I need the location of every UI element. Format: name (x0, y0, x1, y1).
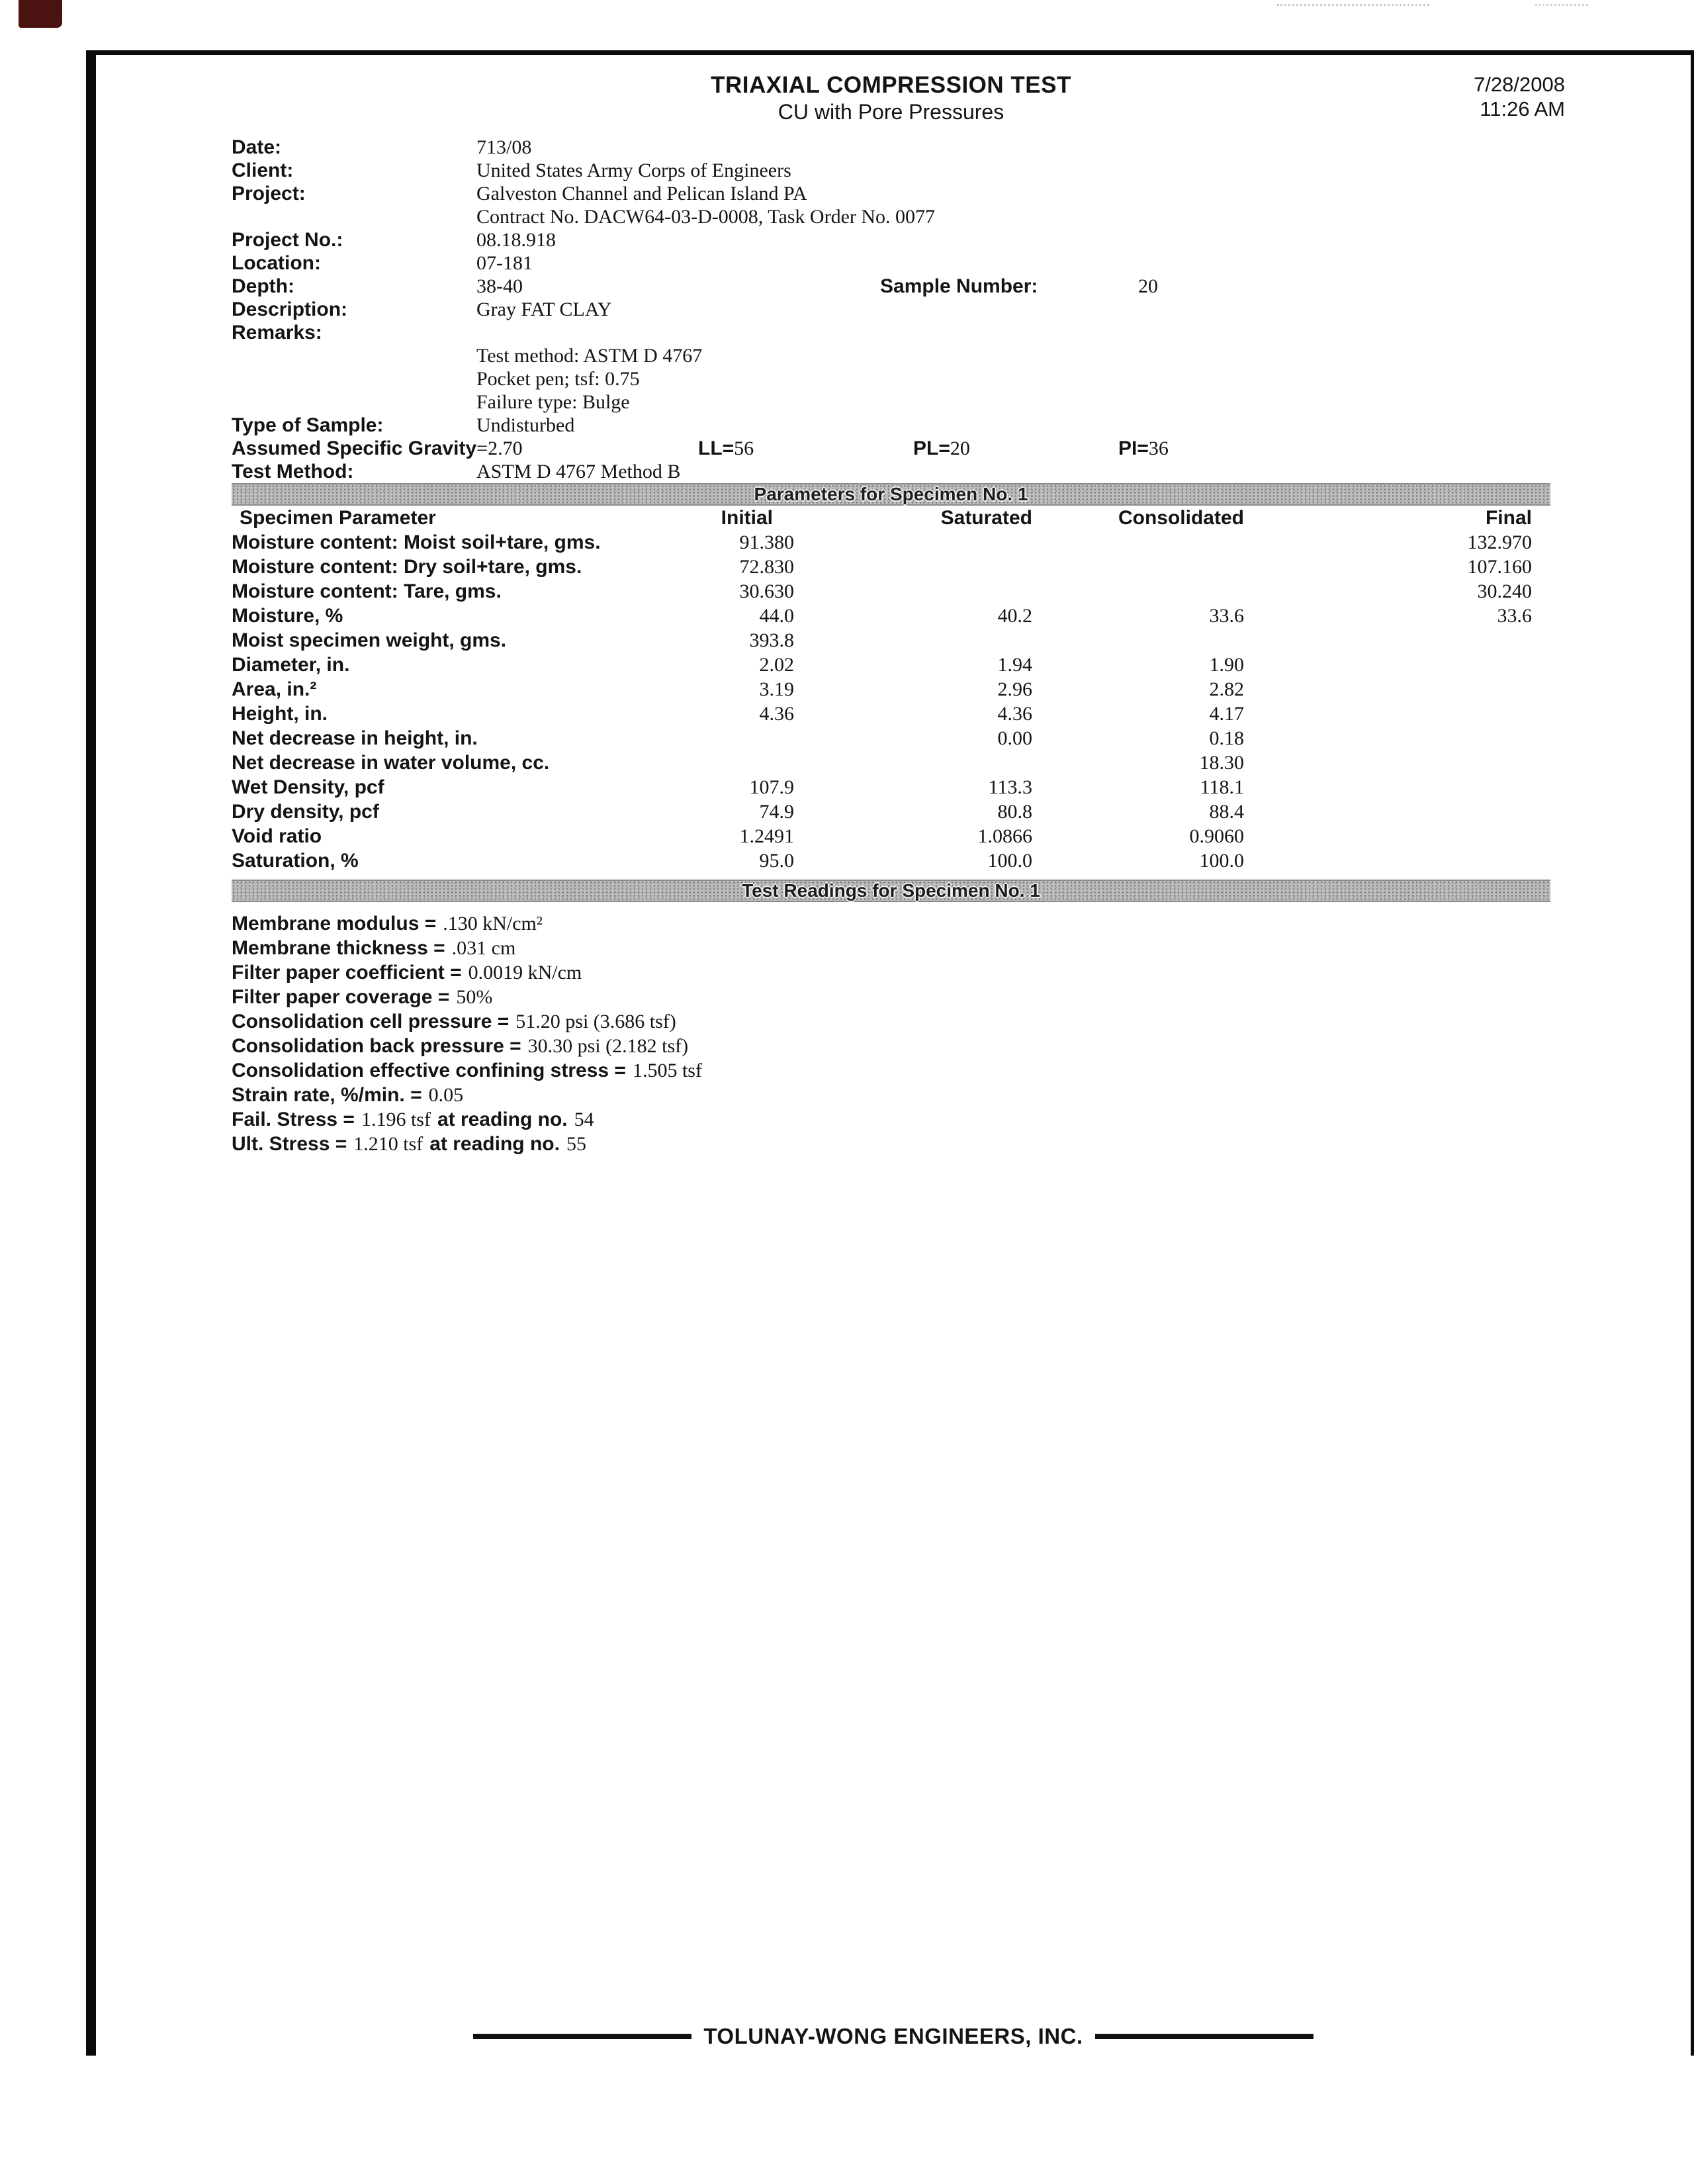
field-value: 08.18.918 (476, 229, 556, 251)
table-row (232, 726, 1550, 751)
value-initial: 107.9 (749, 776, 794, 798)
reading-label: Filter paper coefficient = (232, 962, 462, 983)
info-row (232, 182, 1550, 205)
field-label: Depth: (232, 275, 294, 297)
reading-line (232, 1132, 1550, 1156)
info-row (232, 298, 1550, 321)
table-row (232, 751, 1550, 775)
col-saturated: Saturated (940, 507, 1032, 529)
parameter-label: Area, in.² (232, 678, 317, 700)
value-final (1244, 799, 1550, 824)
parameter-label: Net decrease in height, in. (232, 727, 478, 749)
info-row (232, 205, 1550, 228)
parameter-label: Moisture content: Dry soil+tare, gms. (232, 556, 582, 578)
field-value: Gray FAT CLAY (476, 298, 612, 320)
footer-rule-right (1095, 2034, 1314, 2039)
reading-value: 30.30 psi (2.182 tsf) (527, 1035, 689, 1057)
test-method-value: ASTM D 4767 Method B (476, 461, 681, 482)
value-final (1244, 677, 1550, 702)
value-saturated: 1.0866 (977, 825, 1032, 847)
reading-line (232, 1034, 1550, 1058)
section-header-parameters (232, 483, 1550, 506)
value-final: 132.970 (1467, 531, 1532, 553)
field-value: United States Army Corps of Engineers (476, 159, 791, 181)
report-subtitle: CU with Pore Pressures (778, 100, 1004, 124)
value-saturated: 100.0 (987, 850, 1032, 872)
reading-label: Membrane modulus = (232, 913, 437, 934)
parameter-label: Diameter, in. (232, 654, 350, 676)
value-consolidated: 0.9060 (1189, 825, 1244, 847)
parameter-label: Void ratio (232, 825, 322, 847)
value-saturated: 113.3 (988, 776, 1032, 798)
table-row (232, 702, 1550, 726)
value-final (1244, 848, 1550, 873)
info-row (232, 159, 1550, 182)
reading-value: .031 cm (451, 937, 516, 959)
col-consolidated: Consolidated (1118, 507, 1244, 529)
value-initial: 1.2491 (739, 825, 794, 847)
table-row (232, 628, 1550, 653)
parameter-label: Moisture content: Moist soil+tare, gms. (232, 531, 601, 553)
value-initial: 2.02 (759, 654, 794, 676)
value-saturated (794, 751, 1032, 775)
parameter-label: Moisture content: Tare, gms. (232, 580, 502, 602)
info-row (232, 390, 1550, 414)
value-initial: 91.380 (739, 531, 794, 553)
col-initial: Initial (721, 507, 773, 529)
value-initial (642, 726, 794, 751)
test-readings-block (232, 911, 1550, 1156)
value-final (1244, 653, 1550, 677)
field-value: Failure type: Bulge (476, 391, 630, 413)
table-row (232, 579, 1550, 604)
reading-label: Consolidation cell pressure = (232, 1011, 510, 1032)
value-initial: 44.0 (759, 605, 794, 627)
value-saturated: 4.36 (997, 703, 1032, 725)
print-time: 11:26 AM (1480, 97, 1565, 120)
test-method-row (232, 460, 1550, 483)
field-value: Undisturbed (476, 414, 575, 436)
reading-line (232, 960, 1550, 985)
reading-label: Ult. Stress = (232, 1133, 347, 1155)
value-saturated: 1.94 (997, 654, 1032, 676)
footer-rule-left (473, 2034, 691, 2039)
reading-label-2: at reading no. (429, 1133, 560, 1155)
value-initial: 72.830 (739, 556, 794, 578)
liquid-limit: LL=56 (698, 437, 754, 459)
table-row (232, 604, 1550, 628)
parameter-label: Net decrease in water volume, cc. (232, 752, 550, 774)
field-label (232, 344, 476, 367)
report-frame (86, 50, 1694, 2056)
reading-line (232, 936, 1550, 960)
info-row (232, 275, 1550, 298)
print-datetime (1474, 72, 1565, 121)
reading-label: Consolidation back pressure = (232, 1035, 521, 1057)
field-label (232, 390, 476, 414)
value-final: 107.160 (1467, 556, 1532, 578)
parameter-label: Saturation, % (232, 850, 359, 872)
value-consolidated: 18.30 (1199, 752, 1244, 774)
footer (96, 2024, 1691, 2049)
reading-value: 51.20 psi (3.686 tsf) (515, 1011, 676, 1032)
value-final: 33.6 (1497, 605, 1532, 627)
reading-value: .130 kN/cm² (443, 913, 543, 934)
table-row (232, 653, 1550, 677)
print-date: 7/28/2008 (1474, 73, 1565, 96)
reading-value: 50% (456, 986, 493, 1008)
value-saturated: 2.96 (997, 678, 1032, 700)
col-parameter: Specimen Parameter (240, 507, 436, 529)
value-initial: 95.0 (759, 850, 794, 872)
report-header (232, 72, 1550, 125)
parameter-label: Wet Density, pcf (232, 776, 384, 798)
value-initial: 393.8 (749, 629, 794, 651)
parameter-label: Moisture, % (232, 605, 343, 627)
value-consolidated: 118.1 (1200, 776, 1244, 798)
value-saturated (794, 628, 1032, 653)
parameter-label: Moist specimen weight, gms. (232, 629, 507, 651)
field-value: Pocket pen; tsf: 0.75 (476, 368, 640, 390)
value-final (1244, 726, 1550, 751)
value-consolidated (1032, 555, 1244, 579)
reading-line (232, 1083, 1550, 1107)
field-label (232, 367, 476, 390)
reading-value: 1.505 tsf (632, 1060, 702, 1081)
info-row (232, 344, 1550, 367)
info-row (232, 228, 1550, 251)
reading-label: Consolidation effective confining stress = (232, 1060, 626, 1081)
table-row (232, 824, 1550, 848)
value-initial: 3.19 (759, 678, 794, 700)
reading-value: 1.196 tsf (361, 1109, 431, 1130)
scan-noise (1277, 4, 1429, 6)
field-value: 713/08 (476, 136, 532, 158)
value-consolidated (1032, 530, 1244, 555)
scan-noise (1535, 4, 1588, 6)
value-initial (642, 751, 794, 775)
info-row (232, 414, 1550, 437)
field-label: Remarks: (232, 322, 322, 343)
field-value: 07-181 (476, 252, 533, 274)
specific-gravity-label: Assumed Specific Gravity (232, 437, 477, 459)
plasticity-index: PI=36 (1118, 437, 1169, 459)
field-label: Project No.: (232, 229, 343, 251)
reading-line (232, 985, 1550, 1009)
field-label: Project: (232, 183, 306, 205)
report-title: TRIAXIAL COMPRESSION TEST (711, 72, 1071, 98)
reading-label-2: at reading no. (437, 1109, 568, 1130)
field-label: Date: (232, 136, 282, 158)
extra-field-label: Sample Number: (880, 275, 1038, 297)
value-final: 30.240 (1477, 580, 1532, 602)
value-consolidated: 88.4 (1209, 801, 1244, 823)
value-saturated: 0.00 (997, 727, 1032, 749)
value-saturated: 80.8 (997, 801, 1032, 823)
value-initial: 74.9 (759, 801, 794, 823)
plastic-limit: PL=20 (913, 437, 970, 459)
parameter-label: Dry density, pcf (232, 801, 379, 823)
table-row (232, 677, 1550, 702)
field-value: Test method: ASTM D 4767 (476, 345, 703, 367)
col-final: Final (1485, 507, 1532, 529)
parameter-label: Height, in. (232, 703, 328, 725)
value-saturated (794, 579, 1032, 604)
value-consolidated: 100.0 (1199, 850, 1244, 872)
section-title: Parameters for Specimen No. 1 (754, 484, 1028, 504)
value-final (1244, 702, 1550, 726)
field-value: 38-40 (476, 275, 523, 297)
table-row (232, 775, 1550, 799)
reading-line (232, 1009, 1550, 1034)
reading-value: 0.0019 kN/cm (468, 962, 582, 983)
table-row (232, 799, 1550, 824)
value-final (1244, 628, 1550, 653)
atterberg-row (232, 437, 1550, 460)
field-value: Contract No. DACW64-03-D-0008, Task Order No. 0077 (476, 206, 936, 228)
reading-value-2: 55 (566, 1133, 586, 1155)
value-final (1244, 824, 1550, 848)
value-initial: 4.36 (759, 703, 794, 725)
extra-field-value: 20 (1138, 275, 1158, 297)
value-consolidated: 2.82 (1209, 678, 1244, 700)
reading-label: Filter paper coverage = (232, 986, 450, 1008)
value-consolidated (1032, 579, 1244, 604)
reading-label: Membrane thickness = (232, 937, 445, 959)
table-row (232, 848, 1550, 873)
reading-label: Strain rate, %/min. = (232, 1084, 422, 1106)
reading-line (232, 1107, 1550, 1132)
field-label: Client: (232, 159, 294, 181)
sample-info-block (232, 136, 1550, 483)
info-row (232, 367, 1550, 390)
value-saturated: 40.2 (997, 605, 1032, 627)
info-row (232, 321, 1550, 344)
value-consolidated: 0.18 (1209, 727, 1244, 749)
section-header-test-readings (232, 880, 1550, 902)
reading-line (232, 911, 1550, 936)
reading-value: 1.210 tsf (353, 1133, 424, 1155)
field-label: Description: (232, 298, 348, 320)
info-row (232, 251, 1550, 275)
test-method-label: Test Method: (232, 461, 354, 482)
table-row (232, 555, 1550, 579)
value-initial: 30.630 (739, 580, 794, 602)
parameters-table (232, 506, 1550, 873)
value-consolidated: 1.90 (1209, 654, 1244, 676)
field-label (232, 205, 476, 228)
specific-gravity-value: =2.70 (476, 437, 523, 459)
value-saturated (794, 555, 1032, 579)
company-name: TOLUNAY-WONG ENGINEERS, INC. (703, 2024, 1083, 2048)
section-title: Test Readings for Specimen No. 1 (742, 880, 1040, 901)
value-final (1244, 775, 1550, 799)
parameters-table-header (232, 506, 1550, 530)
info-row (232, 136, 1550, 159)
value-consolidated: 4.17 (1209, 703, 1244, 725)
reading-label: Fail. Stress = (232, 1109, 355, 1130)
reading-value: 0.05 (428, 1084, 464, 1106)
field-label: Location: (232, 252, 321, 274)
field-label: Type of Sample: (232, 414, 384, 436)
reading-line (232, 1058, 1550, 1083)
field-value: Galveston Channel and Pelican Island PA (476, 183, 807, 205)
value-final (1244, 751, 1550, 775)
table-row (232, 530, 1550, 555)
scan-artifact (19, 0, 62, 28)
value-saturated (794, 530, 1032, 555)
reading-value-2: 54 (574, 1109, 594, 1130)
value-consolidated (1032, 628, 1244, 653)
value-consolidated: 33.6 (1209, 605, 1244, 627)
